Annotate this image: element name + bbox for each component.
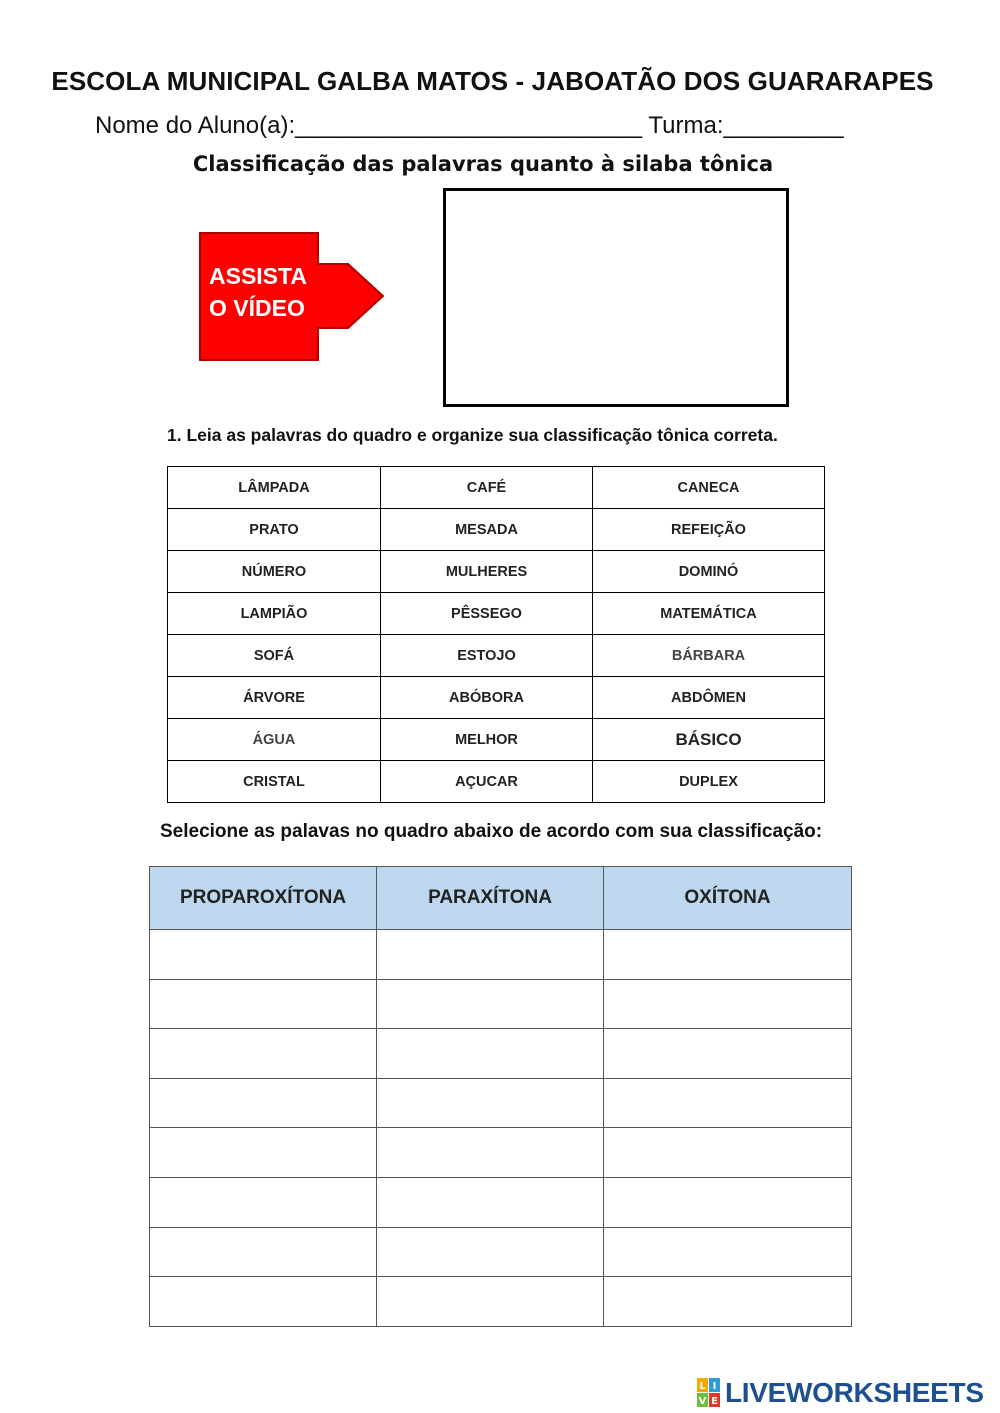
table-row — [150, 1277, 852, 1327]
answer-cell[interactable] — [604, 1128, 852, 1178]
answer-cell[interactable] — [604, 1277, 852, 1327]
table-row — [150, 1029, 852, 1079]
word-cell: CAFÉ — [381, 467, 593, 509]
answer-cell[interactable] — [377, 1029, 604, 1079]
arrow-label-line-2: O VÍDEO — [209, 295, 305, 321]
word-cell: DUPLEX — [593, 761, 825, 803]
liveworksheets-logo — [697, 1375, 984, 1411]
answer-cell[interactable] — [604, 1227, 852, 1277]
watch-video-arrow — [199, 232, 385, 362]
answer-cell[interactable] — [604, 1177, 852, 1227]
word-cell: NÚMERO — [168, 551, 381, 593]
column-header-oxitona: OXÍTONA — [604, 867, 852, 930]
column-header-proparoxitona: PROPAROXÍTONA — [150, 867, 377, 930]
word-cell: ÁGUA — [168, 719, 381, 761]
table-row — [168, 551, 825, 593]
word-cell: LÂMPADA — [168, 467, 381, 509]
table-row — [150, 979, 852, 1029]
word-cell: CRISTAL — [168, 761, 381, 803]
worksheet-title: Classificação das palavras quanto à silaba tônica — [192, 152, 774, 176]
word-cell: ABDÔMEN — [593, 677, 825, 719]
word-cell: BÁSICO — [593, 719, 825, 761]
answer-cell[interactable] — [377, 1177, 604, 1227]
answer-cell[interactable] — [604, 979, 852, 1029]
word-cell: CANECA — [593, 467, 825, 509]
classification-table — [149, 866, 852, 1327]
arrow-label-line-1: ASSISTA — [209, 263, 307, 289]
instruction-2: Selecione as palavas no quadro abaixo de acordo com sua classificação: — [160, 821, 823, 842]
word-cell: LAMPIÃO — [168, 593, 381, 635]
answer-cell[interactable] — [377, 979, 604, 1029]
liveworksheets-logo-icon — [697, 1378, 721, 1408]
svg-text:I: I — [712, 1381, 717, 1392]
table-row — [168, 677, 825, 719]
answer-cell[interactable] — [604, 930, 852, 980]
table-row — [150, 930, 852, 980]
word-table — [167, 466, 825, 803]
table-row — [168, 761, 825, 803]
answer-cell[interactable] — [150, 979, 377, 1029]
word-cell: PÊSSEGO — [381, 593, 593, 635]
word-cell: ESTOJO — [381, 635, 593, 677]
table-row — [150, 1227, 852, 1277]
table-row — [150, 1128, 852, 1178]
answer-cell[interactable] — [377, 1227, 604, 1277]
table-row — [150, 1078, 852, 1128]
table-row — [168, 719, 825, 761]
table-row — [168, 467, 825, 509]
answer-cell[interactable] — [604, 1078, 852, 1128]
word-cell: ABÓBORA — [381, 677, 593, 719]
answer-cell[interactable] — [150, 1128, 377, 1178]
answer-cell[interactable] — [377, 1078, 604, 1128]
answer-cell[interactable] — [377, 1277, 604, 1327]
word-cell: REFEIÇÃO — [593, 509, 825, 551]
student-info-line: Nome do Aluno(a):__________________________ Turma:_________ — [95, 112, 844, 139]
word-cell: MELHOR — [381, 719, 593, 761]
table-row — [168, 635, 825, 677]
answer-cell[interactable] — [150, 1227, 377, 1277]
word-cell: BÁRBARA — [593, 635, 825, 677]
answer-cell[interactable] — [377, 930, 604, 980]
school-title: ESCOLA MUNICIPAL GALBA MATOS - JABOATÃO DOS GUARARAPES — [51, 66, 934, 96]
video-player[interactable] — [443, 188, 789, 407]
answer-cell[interactable] — [150, 1029, 377, 1079]
answer-cell[interactable] — [150, 1277, 377, 1327]
svg-text:V: V — [698, 1396, 707, 1407]
instruction-1: 1. Leia as palavras do quadro e organize sua classificação tônica correta. — [167, 425, 778, 445]
answer-cell[interactable] — [604, 1029, 852, 1079]
svg-text:E: E — [711, 1396, 718, 1407]
table-row — [150, 1177, 852, 1227]
answer-cell[interactable] — [150, 1177, 377, 1227]
arrow-label — [209, 260, 307, 324]
answer-cell[interactable] — [377, 1128, 604, 1178]
answer-cell[interactable] — [150, 930, 377, 980]
word-cell: PRATO — [168, 509, 381, 551]
word-cell: ÁRVORE — [168, 677, 381, 719]
word-cell: MULHERES — [381, 551, 593, 593]
liveworksheets-logo-text: LIVEWORKSHEETS — [725, 1377, 984, 1408]
word-cell: DOMINÓ — [593, 551, 825, 593]
word-cell: MATEMÁTICA — [593, 593, 825, 635]
table-row — [168, 509, 825, 551]
table-header-row — [150, 867, 852, 930]
word-cell: SOFÁ — [168, 635, 381, 677]
answer-cell[interactable] — [150, 1078, 377, 1128]
word-cell: MESADA — [381, 509, 593, 551]
word-cell: AÇUCAR — [381, 761, 593, 803]
table-row — [168, 593, 825, 635]
column-header-paraxitona: PARAXÍTONA — [377, 867, 604, 930]
svg-text:L: L — [699, 1381, 706, 1392]
